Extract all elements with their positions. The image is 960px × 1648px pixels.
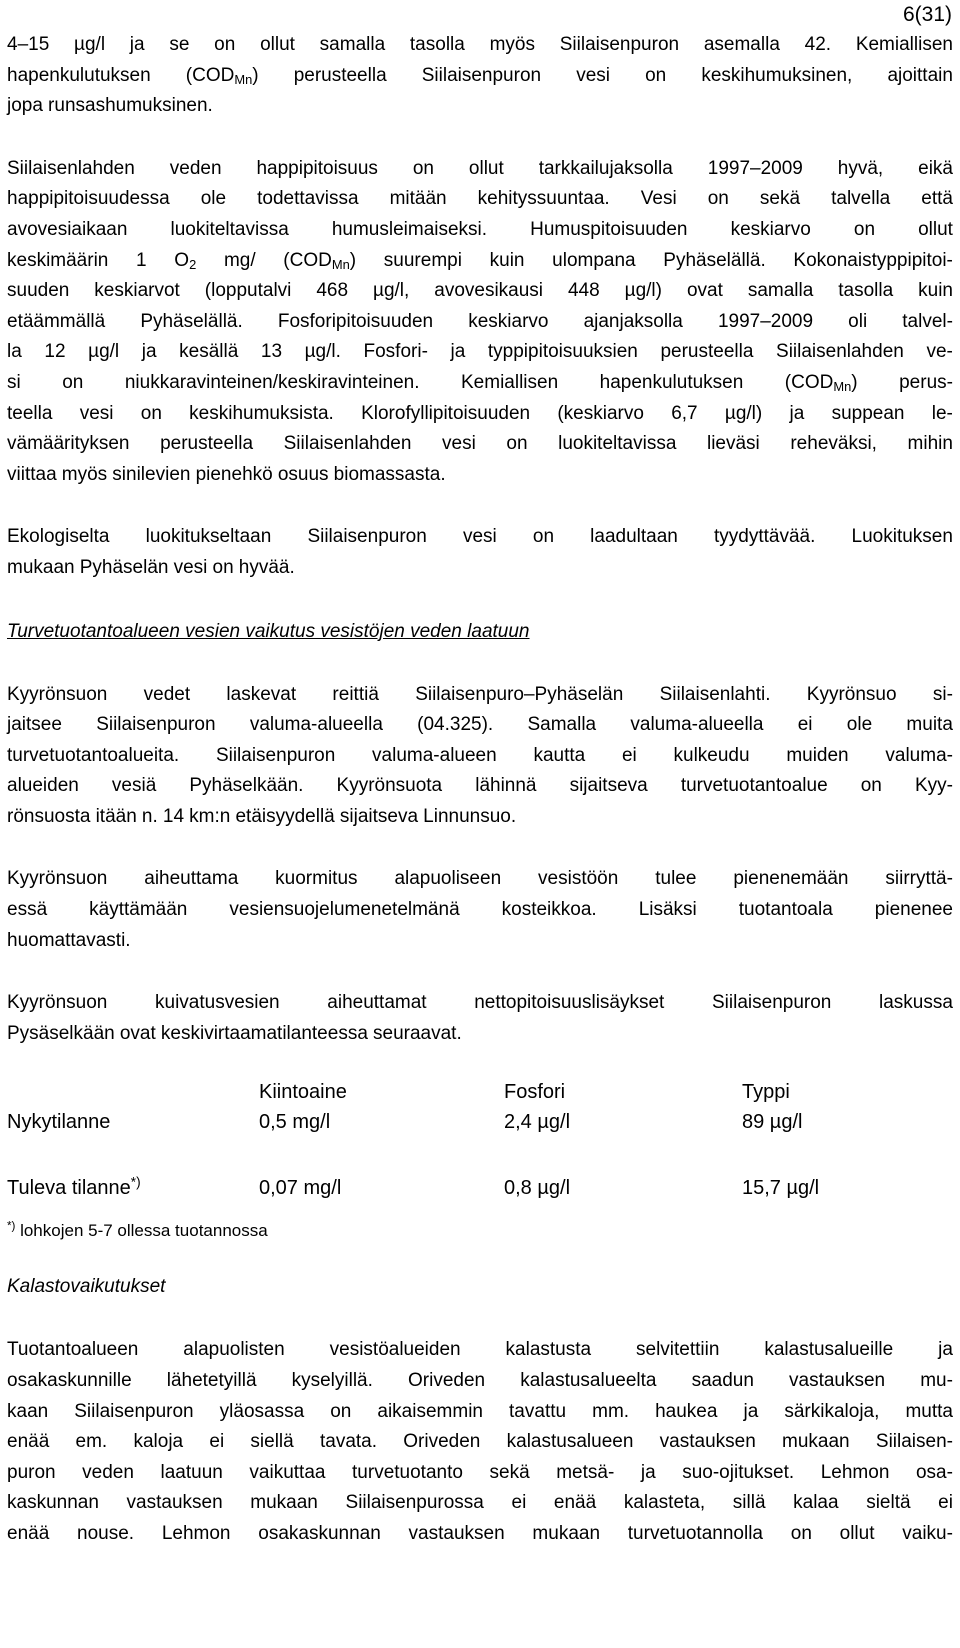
text-line: Kyyrönsuon kuivatusvesien aiheuttamat nettopitoisuuslisäykset Siilaisenpuron laskussa (7, 992, 953, 1014)
text-line: mukaan Pyhäselän vesi on hyvää. (7, 556, 295, 578)
paragraph-5 (7, 864, 953, 956)
text-line: happipitoisuudessa ole todettavissa mitään kehityssuuntaa. Vesi on sekä talvella että (7, 188, 953, 210)
column-header-phosphorus: Fosfori (504, 1081, 566, 1104)
text-line: Siilaisenlahden veden happipitoisuus on ollut tarkkailujaksolla 1997–2009 hyvä, eikä (7, 157, 953, 179)
text-line: Kyyrönsuon vedet laskevat reittiä Siilaisenpuro–Pyhäselän Siilaisenlahti. Kyyrönsuo si- (7, 683, 953, 705)
text-line: viittaa myös sinilevien pienehkö osuus biomassasta. (7, 463, 446, 485)
text-line: hapenkulutuksen $(COD_{Mn})$ perusteella Siilaisenpuron vesi on keskihumuksinen, ajoittain (7, 64, 953, 87)
paragraph-3 (7, 522, 953, 583)
document-body (7, 30, 953, 1550)
section-heading-peat-production: Turvetuotantoalueen vesien vaikutus vesistöjen veden laatuun (7, 620, 530, 642)
table-cell: 15,7 µg/l (742, 1177, 820, 1200)
table-cell: 0,07 mg/l (259, 1177, 342, 1200)
section-heading-fish: Kalastovaikutukset (7, 1276, 166, 1298)
column-header-solids: Kiintoaine (259, 1081, 347, 1104)
column-header-nitrogen: Typpi (742, 1081, 790, 1104)
text-line: Tuotantoalueen alapuolisten vesistöalueiden kalastusta selvitettiin kalastusalueille ja (7, 1339, 953, 1361)
paragraph-1 (7, 30, 953, 122)
text-line: osakaskunnille lähetetyillä kyselyillä. Oriveden kalastusalueelta saadun vastauksen mu- (7, 1370, 953, 1392)
table-cell: 2,4 µg/l (504, 1111, 571, 1134)
text-line: essä käyttämään vesiensuojelumenetelmänä kosteikkoa. Lisäksi tuotantoala pienenee (7, 899, 953, 921)
text-line: alueiden vesiä Pyhäselkään. Kyyrönsuota lähinnä sijaitseva turvetuotantoalue on Kyy- (7, 775, 953, 797)
paragraph-2 (7, 154, 953, 491)
page-number: 6(31) (902, 3, 952, 26)
paragraph-7 (7, 1335, 953, 1549)
text-line: Ekologiselta luokitukseltaan Siilaisenpuron vesi on laadultaan tyydyttävää. Luokituksen (7, 526, 953, 548)
footnote-marker: *) (7, 1221, 16, 1234)
paragraph-6 (7, 988, 953, 1049)
text-line: Pysäselkään ovat keskivirtaamatilanteessa seuraavat. (7, 1022, 462, 1044)
text-line: jaitsee Siilaisenpuron valuma-alueella (04.325). Samalla valuma-alueella ei ole muita (7, 714, 953, 736)
text-line: huomattavasti. (7, 929, 131, 951)
text-line: rönsuosta itään n. 14 km:n etäisyydellä sijaitseva Linnunsuo. (7, 805, 517, 827)
text-line: vämäärityksen perusteella Siilaisenlahden vesi on luokiteltavissa lieväsi reheväksi, mihin (7, 433, 953, 455)
text-line: la 12 µg/l ja kesällä 13 µg/l. Fosfori- ja typpipitoisuuksien perusteella Siilaisenlahden ve- (7, 341, 953, 363)
table-cell: 0,5 mg/l (259, 1111, 331, 1134)
text-line: 4–15 µg/l ja se on ollut samalla tasolla myös Siilaisenpuron asemalla 42. Kemiallisen (7, 34, 953, 55)
text-line: keskimäärin 1 $O_2$ mg/ $(COD_{Mn})$ suurempi kuin ulompana Pyhäselällä. Kokonaistyppipitoi- (7, 249, 953, 272)
footnote-text: lohkojen 5-7 ollessa tuotannossa (20, 1221, 268, 1241)
text-line: si on niukkaravinteinen/keskiravinteinen. Kemiallisen hapenkulutuksen $(COD_{Mn})$ perus- (7, 371, 953, 395)
text-line: teella vesi on keskihumuksista. Klorofyllipitoisuuden (keskiarvo 6,7 µg/l) ja suppean le- (7, 402, 953, 424)
text-line: etäämmällä Pyhäselällä. Fosforipitoisuuden keskiarvo ajanjaksolla 1997–2009 oli talvel- (7, 310, 953, 332)
text-line: enää em. kaloja ei siellä tavata. Oriveden kalastusalueen vastauksen mukaan Siilaisen- (7, 1431, 953, 1453)
table-cell: 0,8 µg/l (504, 1177, 571, 1200)
text-line: kaan Siilaisenpuron yläosassa on aikaisemmin tavattu mm. haukea ja särkikaloja, mutta (7, 1400, 953, 1422)
text-line: turvetuotantoalueita. Siilaisenpuron valuma-alueen kautta ei kulkeudu muiden valuma- (7, 744, 953, 766)
paragraph-4 (7, 680, 953, 833)
footnote (7, 1211, 953, 1251)
text-line: jopa runsashumuksinen. (7, 95, 213, 117)
table-cell: 89 µg/l (742, 1111, 803, 1134)
concentration-table (7, 1081, 953, 1211)
text-line: kaskunnan vastauksen mukaan Siilaisenpurossa ei enää kalasteta, sillä kalaa sieltä ei (7, 1492, 953, 1514)
text-line: puron veden laatuun vaikuttaa turvetuotanto sekä metsä- ja suo-ojitukset. Lehmon osa- (7, 1461, 953, 1483)
text-line: Kyyrönsuon aiheuttama kuormitus alapuoliseen vesistöön tulee pienenemään siirryttä- (7, 868, 953, 890)
text-line: suuden keskiarvot (lopputalvi 468 µg/l, avovesikausi 448 µg/l) ovat samalla tasolla kuin (7, 280, 953, 302)
text-line: enää nouse. Lehmon osakaskunnan vastauksen mukaan turvetuotannolla on ollut vaiku- (7, 1523, 953, 1544)
text-line: avovesiaikaan luokiteltavissa humusleimaiseksi. Humuspitoisuuden keskiarvo on ollut (7, 218, 953, 240)
row-label-future: Tuleva tilanne*) (7, 1174, 141, 1200)
row-label-current: Nykytilanne (7, 1111, 111, 1134)
